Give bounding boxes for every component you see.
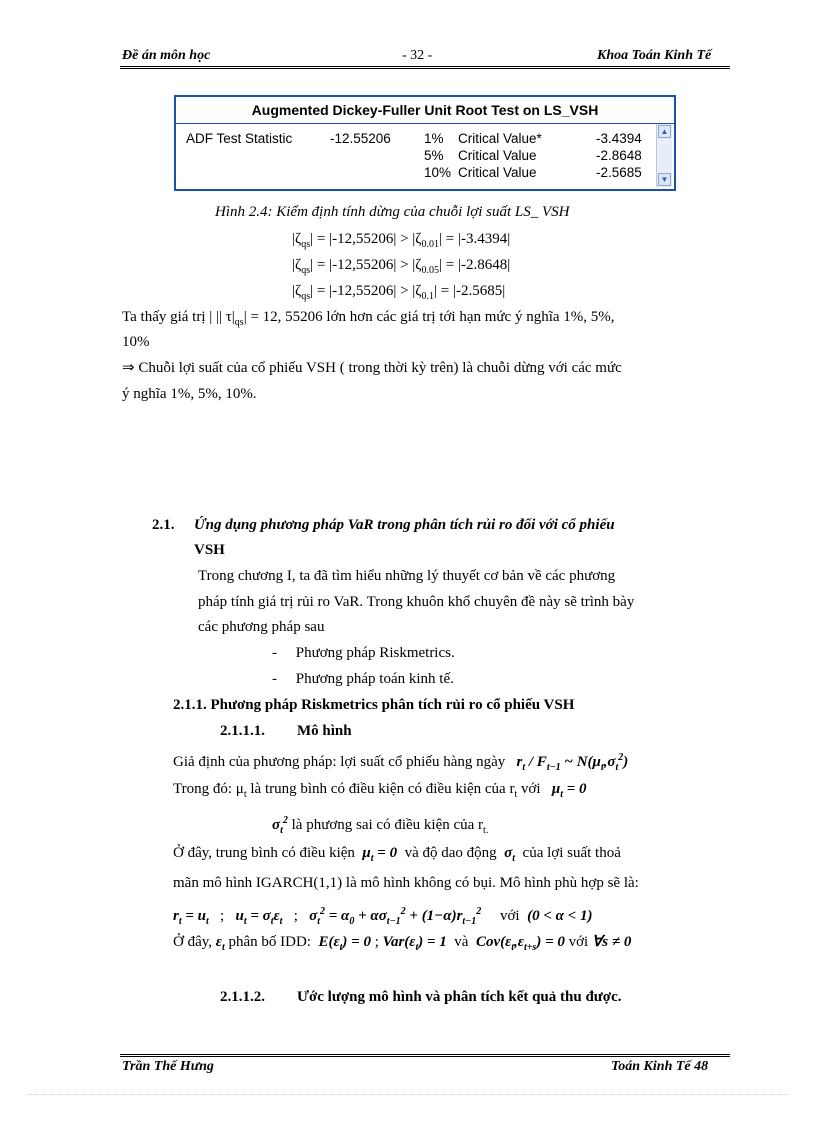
header-left: Đề án môn học [122,48,211,63]
adf-level: 10% [424,165,452,180]
adf-crit-label: Critical Value [458,165,537,180]
page-bottom-border [28,1094,788,1095]
equation: $|\zeta_{qs}| = |-12,55206| > |\zeta_{0.01}| = |-3.4394|$ [292,231,511,250]
section-number: 2.1. [152,517,175,533]
formula: $r_t / F_{t-1}$ ~ $N(\mu_t,\sigma_t^2)$ [516,752,629,773]
adf-crit-label: Critical Value* [458,131,542,146]
adf-test-table [174,95,676,191]
page-number: - 32 - [402,48,433,63]
paragraph-line: pháp tính giá trị rủi ro VaR. Trong khuôn khổ chuyên đề này sẽ trình bày [198,594,635,610]
subsection-number: 2.1.1.2. [220,989,265,1005]
paragraph-line: các phương pháp sau [198,619,325,635]
paragraph-line: Ở đây, $\varepsilon_t$ phân bố IDD: $E(\varepsilon_t) = 0$ ; $Var(\varepsilon_t) = 1$ và $Cov(\varepsilon_t,\varepsilon_{t+s}) = 0$ với ∀s ≠ 0 [173,934,632,953]
adf-crit-value: -3.4394 [596,131,642,146]
paragraph-line: Giả định của phương pháp: lợi suất cổ phiếu hàng ngày $r_t / F_{t-1}$ ~ $N(\mu_t,\sigma_t^2)$ [173,752,629,773]
adf-crit-value: -2.8648 [596,148,642,163]
equation: $|\zeta_{qs}| = |-12,55206| > |\zeta_{0.05}| = |-2.8648|$ [292,257,511,276]
paragraph-line: 10% [122,334,150,350]
paragraph-line: ⇒ Chuỗi lợi suất của cổ phiếu VSH ( trong thời kỳ trên) là chuỗi dừng với các mức [122,360,622,376]
scroll-up-icon[interactable]: ▲ [658,125,671,138]
scroll-down-icon[interactable]: ▼ [658,173,671,186]
adf-stat-label: ADF Test Statistic [186,131,293,146]
subsection-number: 2.1.1.1. [220,723,265,739]
footer-rule [120,1054,730,1057]
subsection-title: 2.1.1. Phương pháp Riskmetrics phân tích rủi ro cổ phiếu VSH [173,697,575,713]
subsection-title: Mô hình [297,723,352,739]
adf-stat-value: -12.55206 [330,131,391,146]
adf-scrollbar[interactable] [656,124,672,187]
paragraph-line: Trong chương I, ta đã tìm hiểu những lý thuyết cơ bản về các phương [198,568,616,584]
adf-level: 1% [424,131,444,146]
equation: $|\zeta_{qs}| = |-12,55206| > |\zeta_{0.1}| = |-2.5685|$ [292,283,506,302]
model-formula: $r_t = u_t$ ; $u_t = \sigma_t\varepsilon_t$ ; $\sigma_t^2 = \alpha_0 + \alpha\sigma_{t-1}^2 + (1-\alpha)r_{t-1}^2$ với (0 < α < 1) [173,906,593,927]
adf-title: Augmented Dickey-Fuller Unit Root Test on LS_VSH [176,97,674,124]
section-title: Ứng dụng phương pháp VaR trong phân tích rủi ro đối với cổ phiếu [194,517,615,533]
adf-crit-label: Critical Value [458,148,537,163]
paragraph-line: mãn mô hình IGARCH(1,1) là mô hình không có bụi. Mô hình phù hợp sẽ là: [173,875,639,891]
header-right: Khoa Toán Kinh Tế [597,48,712,63]
paragraph-line: Ta thấy giá trị | || $\tau|_{qs}| = 12$, 55206 lớn hơn các giá trị tới hạn mức ý nghĩa 1%, 5%, [122,309,615,328]
section-title: VSH [194,542,225,558]
footer-left: Trần Thế Hưng [122,1059,214,1074]
list-item: - Phương pháp Riskmetrics. [272,645,455,661]
list-item: - Phương pháp toán kinh tế. [272,671,454,687]
formula: $\sigma_t^2$ [272,815,288,836]
footer-right: Toán Kinh Tế 48 [611,1059,709,1074]
subsection-title: Ước lượng mô hình và phân tích kết quả thu được. [297,989,622,1005]
paragraph-line: Trong đó: $\mu_t$ là trung bình có điều kiện có điều kiện của $r_t$ với $\mu_t = 0$ [173,781,587,800]
paragraph-line: $\sigma_t^2$ là phương sai có điều kiện của $r_{t.}$ [272,815,489,836]
paragraph-line: Ở đây, trung bình có điều kiện $\mu_t = 0$ và độ dao động $\sigma_t$ của lợi suất thoả [173,845,621,864]
formula: $\mu_t = 0$ [551,781,587,800]
paragraph-line: ý nghĩa 1%, 5%, 10%. [122,386,257,402]
adf-level: 5% [424,148,444,163]
adf-crit-value: -2.5685 [596,165,642,180]
figure-caption: Hình 2.4: Kiểm định tính dừng của chuỗi lợi suất LS_ VSH [215,204,570,220]
header-rule [120,66,730,69]
